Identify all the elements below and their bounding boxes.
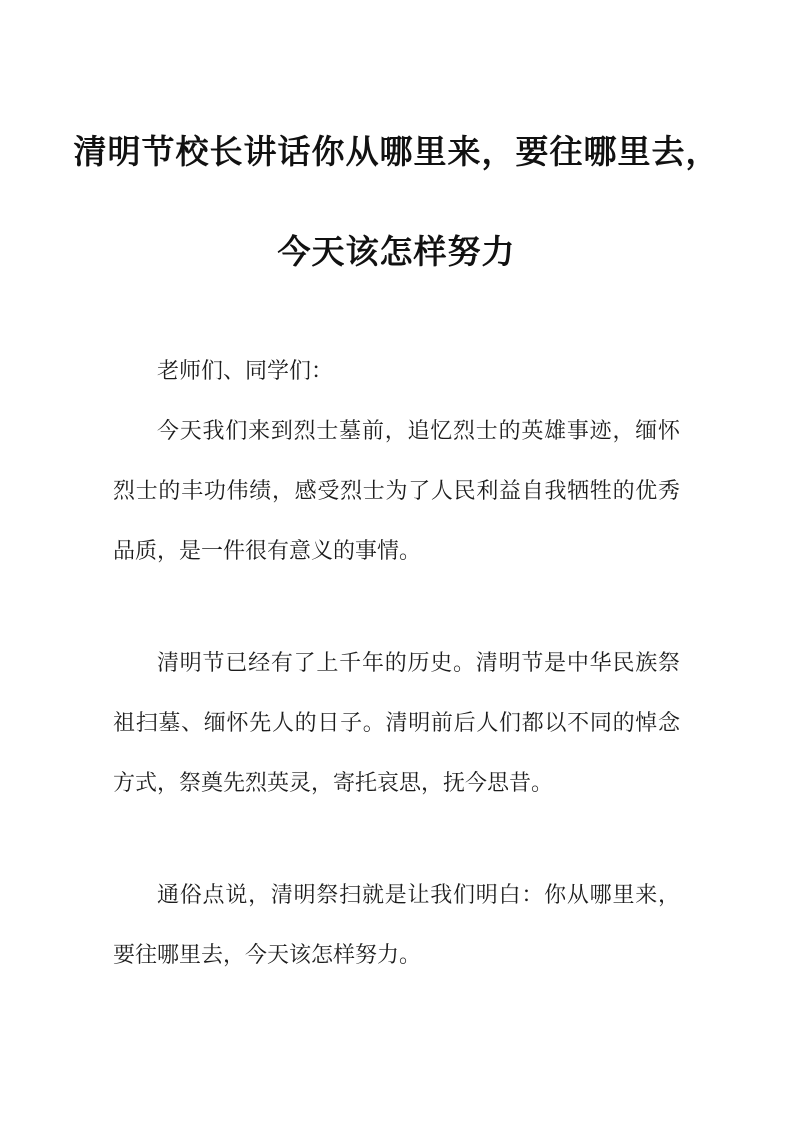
body-paragraph-2: 清明节已经有了上千年的历史。清明节是中华民族祭祖扫墓、缅怀先人的日子。清明前后人们都以不同的悼念方式，祭奠先烈英灵，寄托哀思，抚今思昔。 xyxy=(113,650,680,795)
salutation-paragraph: 老师们、同学们： xyxy=(157,358,334,383)
document-body xyxy=(113,341,680,985)
body-paragraph-1: 今天我们来到烈士墓前，追忆烈士的英雄事迹，缅怀烈士的丰功伟绩，感受烈士为了人民利益自我牺牲的优秀品质，是一件很有意义的事情。 xyxy=(113,418,680,563)
body-paragraph-3: 通俗点说，清明祭扫就是让我们明白：你从哪里来，要往哪里去，今天该怎样努力。 xyxy=(113,882,680,967)
document-title-line-1: 清明节校长讲话你从哪里来，要往哪里去， xyxy=(73,133,720,170)
document-title-line-2: 今天该怎样努力 xyxy=(277,233,516,270)
document-title xyxy=(0,0,793,302)
